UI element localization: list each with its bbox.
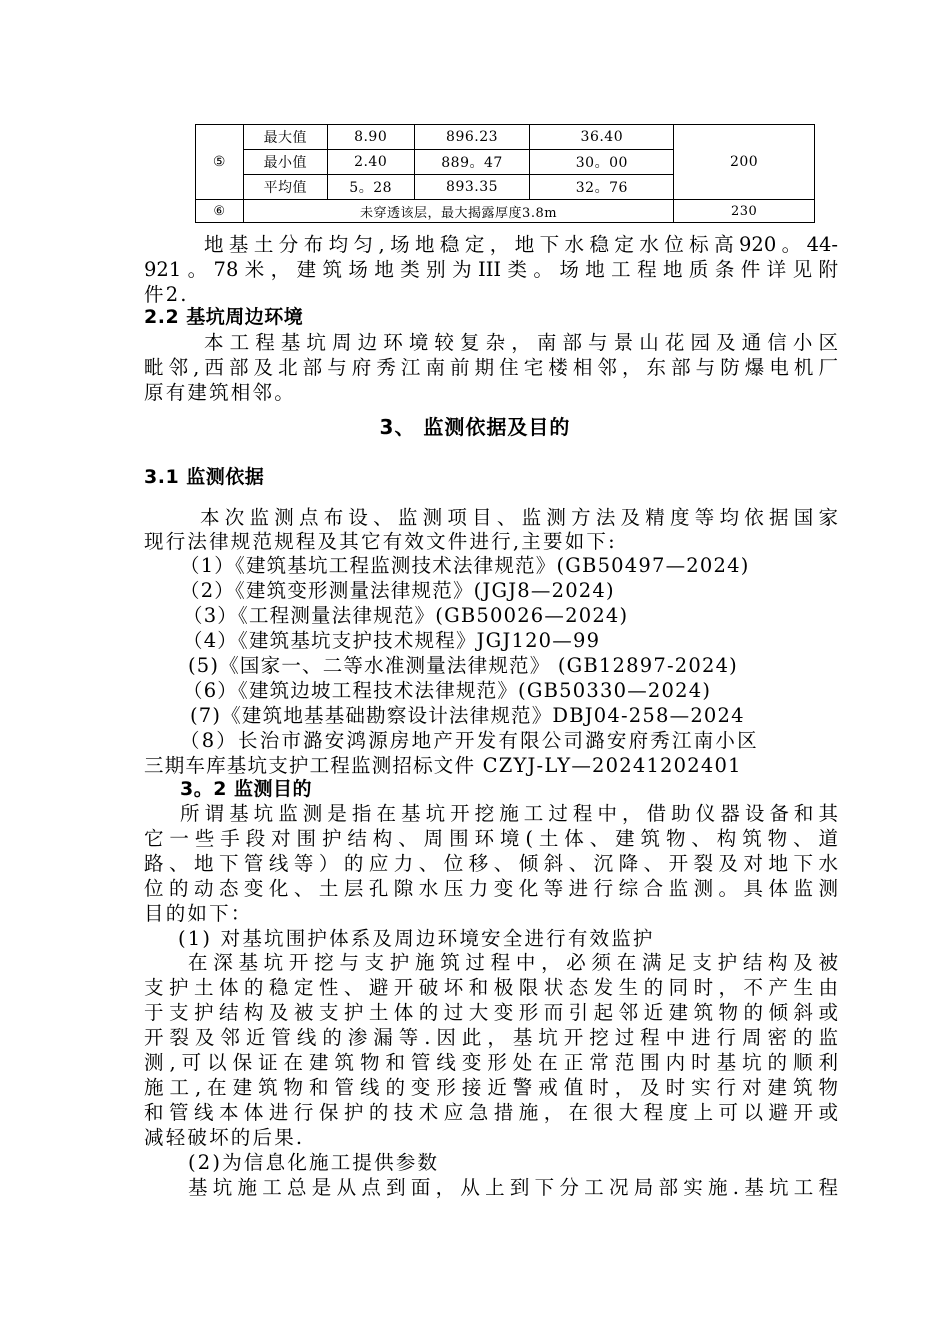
paragraph-line: 测,可以保证在建筑物和管线变形处在正常范围内时基坑的顺利: [144, 1051, 838, 1074]
section-heading: 3.1 监测依据: [144, 466, 265, 488]
paragraph-line: 路、地下管线等）的应力、位移、倾斜、沉降、开裂及对地下水: [144, 852, 838, 875]
stat-label: 最大值: [243, 125, 327, 150]
table-cell: 8.90: [327, 125, 414, 150]
table-cell: 889。47: [414, 150, 530, 175]
stat-label: 平均值: [243, 175, 327, 200]
paragraph-line: 施工,在建筑物和管线的变形接近警戒值时，及时实行对建筑物: [144, 1076, 838, 1099]
stat-label: 最小值: [243, 150, 327, 175]
paragraph-line: 本工程基坑周边环境较复杂，南部与景山花园及通信小区: [204, 331, 838, 354]
reference-item: （2）《建筑变形测量法律规范》(JGJ8—2024): [180, 579, 615, 602]
reference-item: （8）长治市潞安鸿源房地产开发有限公司潞安府秀江南小区: [180, 729, 759, 752]
reference-item: （3）《工程测量法律规范》(GB50026—2024): [183, 604, 629, 627]
soil-layer-table: [195, 124, 815, 223]
paragraph-line: 件2.: [144, 283, 189, 306]
paragraph-line: 在深基坑开挖与支护施筑过程中，必须在满足支护结构及被: [188, 951, 838, 974]
table-row: [196, 200, 815, 223]
paragraph-line: 开裂及邻近管线的渗漏等.因此，基坑开挖过程中进行周密的监: [144, 1026, 838, 1049]
paragraph-line: 支护土体的稳定性、避开破坏和极限状态发生的同时，不产生由: [144, 976, 838, 999]
table-cell: 32。76: [530, 175, 674, 200]
reference-item: (5)《国家一、二等水准测量法律规范》 (GB12897-2024): [188, 654, 738, 677]
layer-number: ⑥: [196, 200, 244, 223]
reference-item: （1）《建筑基坑工程监测技术法律规范》(GB50497—2024): [180, 554, 750, 577]
table-cell: 896.23: [414, 125, 530, 150]
table-cell: 30。00: [530, 150, 674, 175]
paragraph-line: 减轻破坏的后果.: [144, 1126, 305, 1149]
chapter-heading: 3、 监测依据及目的: [379, 415, 571, 439]
paragraph-line: 目的如下：: [144, 902, 253, 925]
subsection-heading: (1) 对基坑围护体系及周边环境安全进行有效监护: [178, 927, 655, 950]
paragraph-line: 本次监测点布设、监测项目、监测方法及精度等均依据国家: [200, 506, 838, 529]
table-row: [196, 125, 815, 150]
table-cell: 230: [674, 200, 815, 223]
paragraph-line: 地基土分布均匀,场地稳定，地下水稳定水位标高920。44-: [204, 233, 838, 256]
paragraph-line: 和管线本体进行保护的技术应急措施，在很大程度上可以避开或: [144, 1101, 838, 1124]
paragraph-line: 原有建筑相邻。: [144, 381, 296, 404]
paragraph-line: 基坑施工总是从点到面，从上到下分工况局部实施.基坑工程: [188, 1176, 838, 1199]
paragraph-line: 位的动态变化、土层孔隙水压力变化等进行综合监测。具体监测: [144, 877, 838, 900]
table-cell: 2.40: [327, 150, 414, 175]
table-cell: 5。28: [327, 175, 414, 200]
paragraph-line: 毗邻,西部及北部与府秀江南前期住宅楼相邻，东部与防爆电机厂: [144, 356, 838, 379]
layer-number: ⑤: [196, 125, 244, 200]
table-cell: 36.40: [530, 125, 674, 150]
paragraph-line: 现行法律规范规程及其它有效文件进行,主要如下:: [144, 530, 617, 553]
reference-item: 三期车库基坑支护工程监测招标文件 CZYJ-LY—20241202401: [144, 754, 742, 777]
table-cell: 200: [674, 125, 815, 200]
paragraph-line: 921。78米，建筑场地类别为III类。场地工程地质条件详见附: [144, 258, 838, 281]
reference-item: (7)《建筑地基基础勘察设计法律规范》DBJ04-258—2024: [190, 704, 745, 727]
table-cell: 893.35: [414, 175, 530, 200]
paragraph-line: 所谓基坑监测是指在基坑开挖施工过程中，借助仪器设备和其: [180, 802, 838, 825]
reference-item: （6）《建筑边坡工程技术法律规范》(GB50330—2024): [183, 679, 712, 702]
section-heading: 3。2 监测目的: [180, 778, 313, 800]
table-cell: 未穿透该层，最大揭露厚度3.8m: [243, 200, 673, 223]
section-heading: 2.2 基坑周边环境: [144, 306, 304, 328]
subsection-heading: (2)为信息化施工提供参数: [188, 1151, 440, 1174]
reference-item: （4）《建筑基坑支护技术规程》JGJ120—99: [183, 629, 601, 652]
paragraph-line: 它一些手段对围护结构、周围环境(土体、建筑物、构筑物、道: [144, 827, 838, 850]
paragraph-line: 于支护结构及被支护土体的过大变形而引起邻近建筑物的倾斜或: [144, 1001, 838, 1024]
